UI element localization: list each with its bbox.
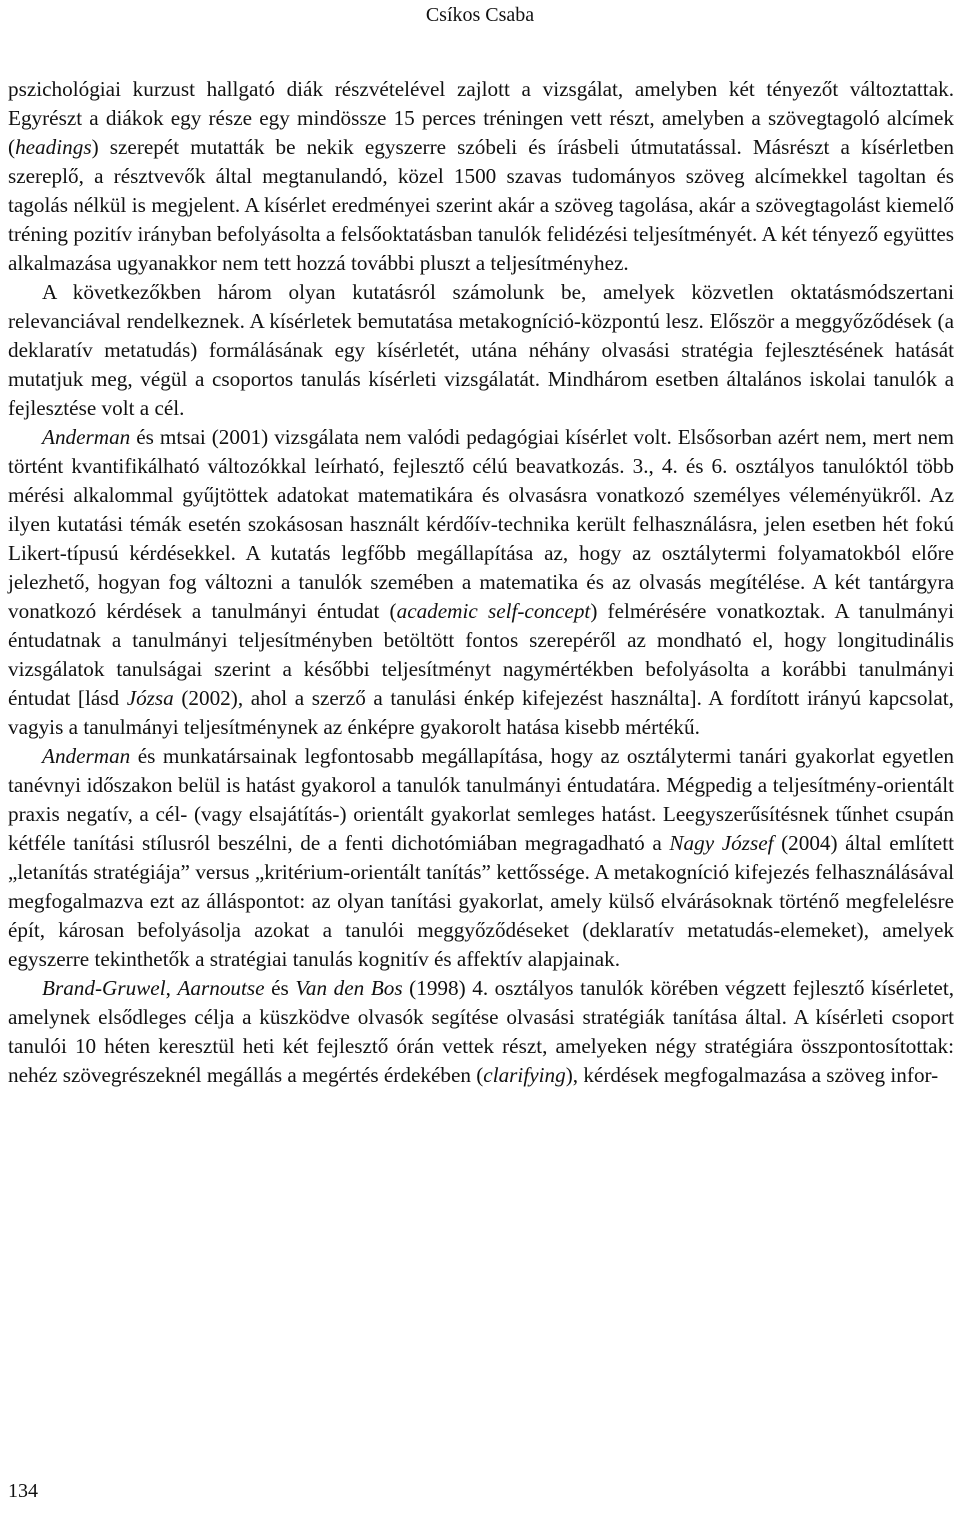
paragraph-5 bbox=[8, 974, 954, 1090]
text-run: (2002), ahol a szerző a tanulási énkép kifejezést használta]. A fordított irányú kapcsolat, vagyis a tanulmányi teljesítménynek az énképre gyakorolt hatása kisebb mértékű. bbox=[8, 686, 954, 739]
text-run: és bbox=[264, 976, 296, 1000]
text-run: ), kérdések megfogalmazása a szöveg infor- bbox=[565, 1063, 939, 1087]
text-run: (1998) 4. osztályos tanulók körében végzett fejlesztő kísérletet, amelynek elsődleges célja a küszködve olvasók segítése olvasási stratégiák tanítása által. A kísérleti csoport tanulói 10 héten keresztül heti két fejlesztő órán vettek részt, amelyeken négy stratégiára összpontosítottak: nehéz szövegrészeknél megállás a megértés érdekében ( bbox=[8, 976, 955, 1087]
page-number: 134 bbox=[8, 1480, 38, 1502]
body-text bbox=[8, 75, 954, 1090]
italic-run: Anderman bbox=[42, 744, 131, 768]
italic-run: Van den Bos bbox=[295, 976, 403, 1000]
text-run: (2004) által említett „letanítás stratégiája” versus „kritérium-orientált tanítás” kettőssége. A metakogníció kifejezés felhasználásával megfogalmazva ezt az álláspontot: az olyan tanítási gyakorlat, amely külső elvárásoknak történő megfelelésre épít, károsan befolyásolja azokat a tanulói meggyőződéseket (deklaratív metatudás-elemeket), amelyek egyszerre tekinthetők a stratégiai tanulás kognitív és affektív alapjainak. bbox=[8, 831, 954, 971]
italic-run: Nagy József bbox=[669, 831, 774, 855]
text-run: , bbox=[165, 976, 178, 1000]
text-run: A következőkben három olyan kutatásról számolunk be, amelyek közvetlen oktatásmódszertani relevanciával rendelkeznek. A kísérletek bemutatása metakogníció-központú lesz. Először a meggyőződések (a deklaratív metatudás) formálásának egy kísérletét, utána néhány olvasási stratégia fejlesztésének hatását mutatjuk meg, végül a csoportos tanulás kísérleti vizsgálatát. Mindhárom esetben általános iskolai tanulók a fejlesztése volt a cél. bbox=[8, 280, 954, 420]
paragraph-2 bbox=[8, 278, 954, 423]
italic-run: headings bbox=[15, 135, 92, 159]
italic-run: Brand-Gruwel bbox=[42, 976, 166, 1000]
italic-run: Józsa bbox=[126, 686, 174, 710]
text-run: és munkatársainak legfontosabb megállapítása, hogy az osztálytermi tanári gyakorlat egyetlen tanévnyi időszakon belül is hatást gyakorol a tanulók tanulmányi éntudatára. Mégpedig a teljesítmény-orientált praxis negatív, a cél- (vagy elsajátítás-) orientált gyakorlat semleges hatást. Leegyszerűsítésnek tűnhet csupán kétféle tanítási stílusról beszélni, de a fenti dichotómiában megragadható a bbox=[8, 744, 954, 855]
paragraph-3 bbox=[8, 423, 954, 742]
running-head: Csíkos Csaba bbox=[425, 4, 535, 26]
italic-run: Aarnoutse bbox=[177, 976, 265, 1000]
text-run: pszichológiai kurzust hallgató diák részvételével zajlott a vizsgálat, amelyben két tényezőt változtattak. Egyrészt a diákok egy része egy mindössze 15 perces tréningen vett részt, amelyben a szövegtagoló alcímek ( bbox=[8, 77, 954, 159]
italic-run: clarifying bbox=[483, 1063, 566, 1087]
text-run: ) szerepét mutatták be nekik egyszerre szóbeli és írásbeli útmutatással. Másrészt a kísérletben szereplő, a résztvevők által megtanulandó, közel 1500 szavas tudományos szöveg alcímekkel tagoltan és tagolás nélkül is megjelent. A kísérlet eredményei szerint akár a szöveg tagolása, akár a szövegtagolást kiemelő tréning pozitív irányban befolyásolta a felsőoktatásban tanulók felidézési teljesítményét. A két tényező együttes alkalmazása ugyanakkor nem tett hozzá további pluszt a teljesítményhez. bbox=[8, 135, 954, 275]
italic-run: academic self-concept bbox=[396, 599, 591, 623]
paragraph-4 bbox=[8, 742, 954, 974]
paragraph-1 bbox=[8, 75, 954, 278]
italic-run: Anderman bbox=[42, 425, 131, 449]
text-run: és mtsai (2001) vizsgálata nem valódi pedagógiai kísérlet volt. Elsősorban azért nem, mert nem történt kvantifikálható változókkal leírható, fejlesztő célú beavatkozás. 3., 4. és 6. osztályos tanulóktól több mérési alkalommal gyűjtöttek adatokat matematikára és olvasásra vonatkozó személyes véleményükről. Az ilyen kutatási témák esetén szokásosan használt kérdőív-technika került felhasználásra, jelen esetben hét fokú Likert-típusú kérdésekkel. A kutatás legfőbb megállapítása az, hogy az osztálytermi folyamatokból előre jelezhető, hogyan fog változni a tanulók szemében a matematika és az olvasás megítélése. A két tantárgyra vonatkozó kérdések a tanulmányi éntudat ( bbox=[8, 425, 954, 623]
text-run: ) felmérésére vonatkoztak. A tanulmányi éntudatnak a tanulmányi teljesítményben betöltött fontos szerepéről az mondható el, hogy longitudinális vizsgálatok tanulságai szerint a későbbi teljesítményt nagymértékben befolyásolta a korábbi tanulmányi éntudat [lásd bbox=[8, 599, 955, 710]
